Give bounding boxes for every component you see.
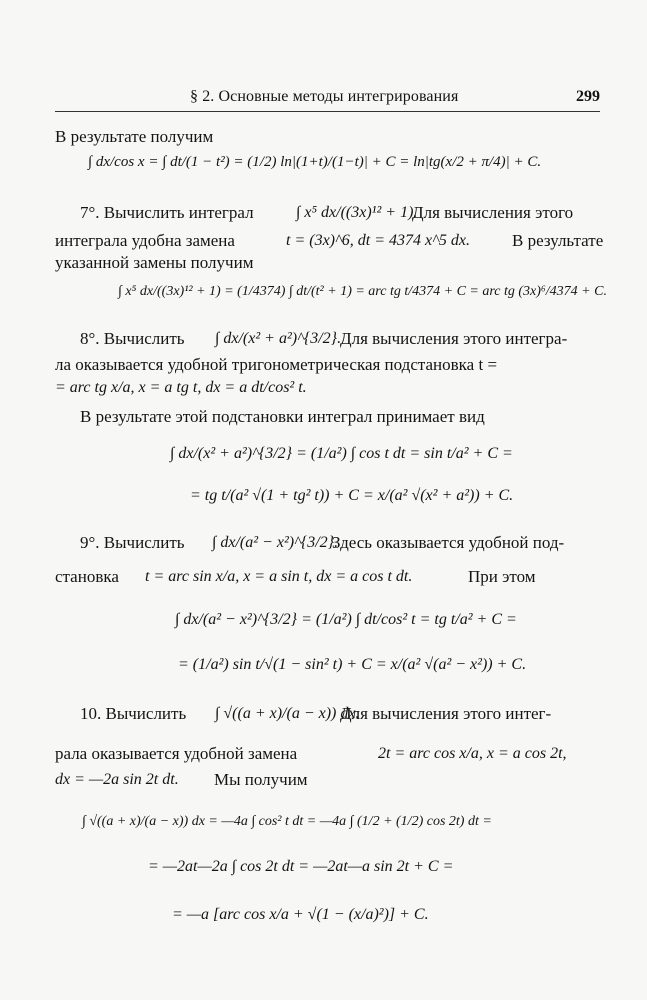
text-line: Для вычисления этого интегра- [340, 329, 568, 348]
inline-formula: 2t = arc cos x/a, x = a cos 2t, [378, 745, 567, 762]
problem-9-label: 9°. Вычислить [80, 533, 185, 552]
text-line: интеграла удобна замена [55, 231, 235, 250]
inline-formula: dx = —2a sin 2t dt. [55, 771, 179, 788]
problem-10-label: 10. Вычислить [80, 704, 187, 723]
equation-problem-10-c: = —a [arc cos x/a + √(1 − (x/a)²)] + C. [172, 906, 429, 923]
problem-7-integral: ∫ x⁵ dx/((3x)¹² + 1). [296, 204, 418, 221]
text-line: В результате этой подстановки интеграл принимает вид [80, 407, 485, 426]
problem-9-integral: ∫ dx/(a² − x²)^{3/2}. [212, 534, 339, 551]
text-line: В результате получим [55, 127, 214, 146]
equation-problem-8-b: = tg t/(a² √(1 + tg² t)) + C = x/(a² √(x² + a²)) + C. [190, 487, 514, 504]
problem-8-integral: ∫ dx/(x² + a²)^{3/2}. [215, 330, 342, 347]
inline-formula: t = (3x)^6, dt = 4374 x^5 dx. [286, 232, 470, 249]
inline-formula: t = arc sin x/a, x = a sin t, dx = a cos t dt. [145, 568, 413, 585]
problem-7-label: 7°. Вычислить интеграл [80, 203, 254, 222]
equation-problem-9-a: ∫ dx/(a² − x²)^{3/2} = (1/a²) ∫ dt/cos² t = tg t/a² + C = [175, 611, 517, 628]
text-line: указанной замены получим [55, 253, 254, 272]
text-line: рала оказывается удобной замена [55, 744, 298, 763]
text-line: В результате [512, 231, 604, 250]
text-line: При этом [468, 567, 536, 586]
section-title: § 2. Основные методы интегрирования [190, 88, 459, 105]
equation-problem-8-a: ∫ dx/(x² + a²)^{3/2} = (1/a²) ∫ cos t dt = sin t/a² + C = [170, 445, 513, 462]
inline-formula: = arc tg x/a, x = a tg t, dx = a dt/cos² t. [55, 379, 307, 396]
page-number: 299 [576, 88, 600, 105]
problem-8-label: 8°. Вычислить [80, 329, 185, 348]
equation-problem-7: ∫ x⁵ dx/((3x)¹² + 1) = (1/4374) ∫ dt/(t² + 1) = arc tg t/4374 + C = arc tg (3x)⁶/4374 + C. [118, 284, 607, 299]
equation-problem-10-a: ∫ √((a + x)/(a − x)) dx = —4a ∫ cos² t dt = —4a ∫ (1/2 + (1/2) cos 2t) dt = [82, 814, 492, 829]
text-line: Для вычисления этого интег- [340, 704, 552, 723]
header-rule [55, 111, 600, 112]
text-line: становка [55, 567, 119, 586]
problem-10-integral: ∫ √((a + x)/(a − x)) dx. [215, 705, 360, 722]
text-line: Мы получим [214, 770, 308, 789]
running-header [190, 88, 600, 110]
equation-problem-9-b: = (1/a²) sin t/√(1 − sin² t) + C = x/(a² √(a² − x²)) + C. [178, 656, 527, 673]
text-line: ла оказывается удобной тригонометрическая подстановка t = [55, 355, 498, 374]
equation-problem-10-b: = —2at—2a ∫ cos 2t dt = —2at—a sin 2t + C = [148, 858, 454, 875]
equation-cos-substitution: ∫ dx/cos x = ∫ dt/(1 − t²) = (1/2) ln|(1+t)/(1−t)| + C = ln|tg(x/2 + π/4)| + C. [88, 154, 542, 170]
text-line: Для вычисления этого [412, 203, 574, 222]
text-line: Здесь оказывается удобной под- [332, 533, 565, 552]
